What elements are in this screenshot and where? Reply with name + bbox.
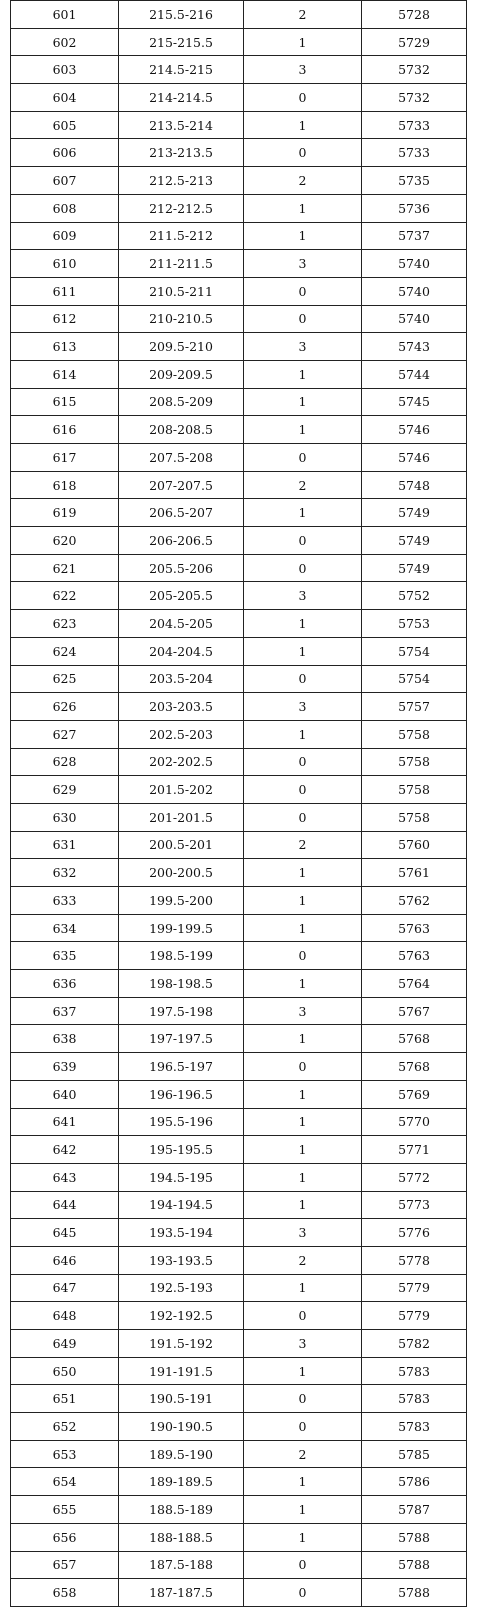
count-cell: 3 <box>244 693 362 721</box>
table-row <box>11 1219 467 1247</box>
count-cell: 2 <box>244 1440 362 1468</box>
cumulative-count-cell: 5740 <box>362 305 467 333</box>
table-row <box>11 970 467 998</box>
table-row <box>11 1136 467 1164</box>
table-row <box>11 139 467 167</box>
cumulative-count-cell: 5744 <box>362 360 467 388</box>
cumulative-count-cell: 5763 <box>362 942 467 970</box>
score-range-cell: 194-194.5 <box>119 1191 244 1219</box>
score-range-cell: 205.5-206 <box>119 554 244 582</box>
score-range-cell: 190-190.5 <box>119 1413 244 1441</box>
rank-cell: 642 <box>11 1136 119 1164</box>
count-cell: 1 <box>244 1468 362 1496</box>
cumulative-count-cell: 5788 <box>362 1551 467 1579</box>
rank-cell: 621 <box>11 554 119 582</box>
cumulative-count-cell: 5754 <box>362 665 467 693</box>
rank-cell: 633 <box>11 887 119 915</box>
count-cell: 1 <box>244 1108 362 1136</box>
cumulative-count-cell: 5749 <box>362 499 467 527</box>
cumulative-count-cell: 5733 <box>362 111 467 139</box>
score-range-cell: 204.5-205 <box>119 610 244 638</box>
score-range-cell: 207.5-208 <box>119 444 244 472</box>
count-cell: 2 <box>244 471 362 499</box>
score-range-cell: 206-206.5 <box>119 527 244 555</box>
count-cell: 3 <box>244 1330 362 1358</box>
table-row <box>11 250 467 278</box>
rank-cell: 615 <box>11 388 119 416</box>
count-cell: 1 <box>244 1163 362 1191</box>
table-row <box>11 1579 467 1607</box>
table-row <box>11 1551 467 1579</box>
table-row <box>11 1413 467 1441</box>
table-row <box>11 111 467 139</box>
count-cell: 3 <box>244 56 362 84</box>
score-range-cell: 202-202.5 <box>119 748 244 776</box>
table-row <box>11 333 467 361</box>
rank-cell: 613 <box>11 333 119 361</box>
count-cell: 1 <box>244 416 362 444</box>
rank-cell: 606 <box>11 139 119 167</box>
cumulative-count-cell: 5754 <box>362 637 467 665</box>
cumulative-count-cell: 5763 <box>362 914 467 942</box>
count-cell: 2 <box>244 1 362 29</box>
cumulative-count-cell: 5772 <box>362 1163 467 1191</box>
rank-cell: 629 <box>11 776 119 804</box>
table-row <box>11 1468 467 1496</box>
cumulative-count-cell: 5768 <box>362 1025 467 1053</box>
count-cell: 2 <box>244 167 362 195</box>
table-row <box>11 887 467 915</box>
score-range-cell: 204-204.5 <box>119 637 244 665</box>
count-cell: 1 <box>244 637 362 665</box>
rank-cell: 630 <box>11 803 119 831</box>
rank-cell: 651 <box>11 1385 119 1413</box>
cumulative-count-cell: 5788 <box>362 1579 467 1607</box>
table-row <box>11 1080 467 1108</box>
table-row <box>11 194 467 222</box>
cumulative-count-cell: 5783 <box>362 1357 467 1385</box>
cumulative-count-cell: 5782 <box>362 1330 467 1358</box>
score-range-cell: 213.5-214 <box>119 111 244 139</box>
table-row <box>11 831 467 859</box>
cumulative-count-cell: 5737 <box>362 222 467 250</box>
table-row <box>11 637 467 665</box>
table-row <box>11 167 467 195</box>
cumulative-count-cell: 5757 <box>362 693 467 721</box>
cumulative-count-cell: 5736 <box>362 194 467 222</box>
cumulative-count-cell: 5729 <box>362 28 467 56</box>
table-row <box>11 444 467 472</box>
rank-cell: 605 <box>11 111 119 139</box>
cumulative-count-cell: 5764 <box>362 970 467 998</box>
rank-cell: 608 <box>11 194 119 222</box>
rank-cell: 645 <box>11 1219 119 1247</box>
cumulative-count-cell: 5778 <box>362 1246 467 1274</box>
table-row <box>11 1496 467 1524</box>
count-cell: 0 <box>244 554 362 582</box>
rank-cell: 637 <box>11 997 119 1025</box>
rank-cell: 622 <box>11 582 119 610</box>
count-cell: 1 <box>244 1523 362 1551</box>
cumulative-count-cell: 5788 <box>362 1523 467 1551</box>
table-row <box>11 28 467 56</box>
table-row <box>11 305 467 333</box>
score-range-cell: 209-209.5 <box>119 360 244 388</box>
cumulative-count-cell: 5769 <box>362 1080 467 1108</box>
cumulative-count-cell: 5743 <box>362 333 467 361</box>
cumulative-count-cell: 5786 <box>362 1468 467 1496</box>
score-range-cell: 211-211.5 <box>119 250 244 278</box>
cumulative-count-cell: 5787 <box>362 1496 467 1524</box>
table-row <box>11 720 467 748</box>
rank-cell: 607 <box>11 167 119 195</box>
score-range-cell: 213-213.5 <box>119 139 244 167</box>
count-cell: 0 <box>244 84 362 112</box>
rank-cell: 641 <box>11 1108 119 1136</box>
table-row <box>11 859 467 887</box>
rank-cell: 616 <box>11 416 119 444</box>
count-cell: 0 <box>244 277 362 305</box>
count-cell: 0 <box>244 305 362 333</box>
table-row <box>11 1191 467 1219</box>
rank-cell: 650 <box>11 1357 119 1385</box>
rank-cell: 654 <box>11 1468 119 1496</box>
count-cell: 1 <box>244 499 362 527</box>
rank-cell: 612 <box>11 305 119 333</box>
rank-cell: 634 <box>11 914 119 942</box>
table-row <box>11 1274 467 1302</box>
rank-cell: 626 <box>11 693 119 721</box>
score-range-cell: 198-198.5 <box>119 970 244 998</box>
count-cell: 0 <box>244 942 362 970</box>
rank-cell: 619 <box>11 499 119 527</box>
score-range-cell: 206.5-207 <box>119 499 244 527</box>
table-row <box>11 1163 467 1191</box>
cumulative-count-cell: 5760 <box>362 831 467 859</box>
rank-cell: 644 <box>11 1191 119 1219</box>
score-range-cell: 210.5-211 <box>119 277 244 305</box>
score-range-cell: 189.5-190 <box>119 1440 244 1468</box>
rank-cell: 620 <box>11 527 119 555</box>
rank-cell: 602 <box>11 28 119 56</box>
score-range-cell: 196.5-197 <box>119 1053 244 1081</box>
count-cell: 1 <box>244 388 362 416</box>
table-row <box>11 1385 467 1413</box>
rank-cell: 648 <box>11 1302 119 1330</box>
rank-cell: 653 <box>11 1440 119 1468</box>
count-cell: 1 <box>244 610 362 638</box>
score-range-cell: 209.5-210 <box>119 333 244 361</box>
score-range-cell: 195-195.5 <box>119 1136 244 1164</box>
rank-cell: 657 <box>11 1551 119 1579</box>
count-cell: 0 <box>244 139 362 167</box>
rank-cell: 603 <box>11 56 119 84</box>
score-range-cell: 203.5-204 <box>119 665 244 693</box>
score-range-cell: 208.5-209 <box>119 388 244 416</box>
cumulative-count-cell: 5740 <box>362 250 467 278</box>
score-range-cell: 191.5-192 <box>119 1330 244 1358</box>
rank-cell: 601 <box>11 1 119 29</box>
rank-cell: 656 <box>11 1523 119 1551</box>
table-row <box>11 914 467 942</box>
score-range-cell: 201.5-202 <box>119 776 244 804</box>
rank-cell: 623 <box>11 610 119 638</box>
table-row <box>11 527 467 555</box>
rank-cell: 655 <box>11 1496 119 1524</box>
cumulative-count-cell: 5768 <box>362 1053 467 1081</box>
table-row <box>11 499 467 527</box>
score-range-cell: 215-215.5 <box>119 28 244 56</box>
score-range-cell: 199.5-200 <box>119 887 244 915</box>
count-cell: 1 <box>244 28 362 56</box>
cumulative-count-cell: 5745 <box>362 388 467 416</box>
cumulative-count-cell: 5749 <box>362 527 467 555</box>
rank-cell: 604 <box>11 84 119 112</box>
rank-cell: 617 <box>11 444 119 472</box>
rank-cell: 640 <box>11 1080 119 1108</box>
score-range-cell: 188-188.5 <box>119 1523 244 1551</box>
count-cell: 0 <box>244 444 362 472</box>
score-range-cell: 200-200.5 <box>119 859 244 887</box>
score-range-cell: 191-191.5 <box>119 1357 244 1385</box>
count-cell: 3 <box>244 333 362 361</box>
rank-cell: 625 <box>11 665 119 693</box>
score-range-cell: 193.5-194 <box>119 1219 244 1247</box>
count-cell: 2 <box>244 831 362 859</box>
rank-cell: 610 <box>11 250 119 278</box>
count-cell: 0 <box>244 1302 362 1330</box>
table-row <box>11 693 467 721</box>
table-row <box>11 1108 467 1136</box>
cumulative-count-cell: 5758 <box>362 776 467 804</box>
score-range-cell: 211.5-212 <box>119 222 244 250</box>
score-range-cell: 202.5-203 <box>119 720 244 748</box>
count-cell: 0 <box>244 1551 362 1579</box>
count-cell: 3 <box>244 582 362 610</box>
score-range-cell: 194.5-195 <box>119 1163 244 1191</box>
rank-cell: 652 <box>11 1413 119 1441</box>
table-row <box>11 665 467 693</box>
table-row <box>11 56 467 84</box>
table-row <box>11 1357 467 1385</box>
score-range-cell: 192.5-193 <box>119 1274 244 1302</box>
count-cell: 1 <box>244 194 362 222</box>
score-range-cell: 199-199.5 <box>119 914 244 942</box>
table-row <box>11 1053 467 1081</box>
score-range-cell: 214.5-215 <box>119 56 244 84</box>
count-cell: 0 <box>244 776 362 804</box>
score-range-cell: 196-196.5 <box>119 1080 244 1108</box>
cumulative-count-cell: 5758 <box>362 748 467 776</box>
cumulative-count-cell: 5773 <box>362 1191 467 1219</box>
table-row <box>11 1246 467 1274</box>
cumulative-count-cell: 5732 <box>362 84 467 112</box>
score-range-cell: 197.5-198 <box>119 997 244 1025</box>
cumulative-count-cell: 5746 <box>362 444 467 472</box>
count-cell: 1 <box>244 1080 362 1108</box>
rank-cell: 631 <box>11 831 119 859</box>
rank-cell: 643 <box>11 1163 119 1191</box>
score-range-cell: 201-201.5 <box>119 803 244 831</box>
count-cell: 1 <box>244 1025 362 1053</box>
score-range-cell: 212.5-213 <box>119 167 244 195</box>
count-cell: 0 <box>244 1579 362 1607</box>
rank-cell: 609 <box>11 222 119 250</box>
score-range-cell: 197-197.5 <box>119 1025 244 1053</box>
count-cell: 3 <box>244 1219 362 1247</box>
cumulative-count-cell: 5758 <box>362 720 467 748</box>
count-cell: 1 <box>244 970 362 998</box>
score-range-cell: 198.5-199 <box>119 942 244 970</box>
rank-cell: 649 <box>11 1330 119 1358</box>
cumulative-count-cell: 5767 <box>362 997 467 1025</box>
score-range-cell: 214-214.5 <box>119 84 244 112</box>
cumulative-count-cell: 5783 <box>362 1385 467 1413</box>
cumulative-count-cell: 5771 <box>362 1136 467 1164</box>
rank-cell: 627 <box>11 720 119 748</box>
cumulative-count-cell: 5746 <box>362 416 467 444</box>
score-range-cell: 192-192.5 <box>119 1302 244 1330</box>
table-row <box>11 1330 467 1358</box>
score-range-cell: 208-208.5 <box>119 416 244 444</box>
count-cell: 1 <box>244 914 362 942</box>
table-row <box>11 1440 467 1468</box>
cumulative-count-cell: 5749 <box>362 554 467 582</box>
count-cell: 0 <box>244 527 362 555</box>
score-range-cell: 212-212.5 <box>119 194 244 222</box>
rank-cell: 614 <box>11 360 119 388</box>
count-cell: 1 <box>244 222 362 250</box>
score-range-cell: 190.5-191 <box>119 1385 244 1413</box>
score-range-cell: 215.5-216 <box>119 1 244 29</box>
count-cell: 2 <box>244 1246 362 1274</box>
score-range-cell: 187-187.5 <box>119 1579 244 1607</box>
cumulative-count-cell: 5779 <box>362 1274 467 1302</box>
count-cell: 0 <box>244 1385 362 1413</box>
score-range-cell: 193-193.5 <box>119 1246 244 1274</box>
table-row <box>11 222 467 250</box>
rank-cell: 628 <box>11 748 119 776</box>
count-cell: 1 <box>244 360 362 388</box>
rank-cell: 658 <box>11 1579 119 1607</box>
table-row <box>11 1523 467 1551</box>
cumulative-count-cell: 5779 <box>362 1302 467 1330</box>
cumulative-count-cell: 5728 <box>362 1 467 29</box>
score-distribution-table <box>10 0 467 1607</box>
count-cell: 1 <box>244 1357 362 1385</box>
score-range-cell: 210-210.5 <box>119 305 244 333</box>
count-cell: 1 <box>244 887 362 915</box>
cumulative-count-cell: 5735 <box>362 167 467 195</box>
table-row <box>11 1302 467 1330</box>
rank-cell: 632 <box>11 859 119 887</box>
table-row <box>11 776 467 804</box>
cumulative-count-cell: 5740 <box>362 277 467 305</box>
table-row <box>11 471 467 499</box>
count-cell: 1 <box>244 1136 362 1164</box>
count-cell: 0 <box>244 1053 362 1081</box>
rank-cell: 639 <box>11 1053 119 1081</box>
table-row <box>11 748 467 776</box>
count-cell: 1 <box>244 1274 362 1302</box>
table-row <box>11 84 467 112</box>
cumulative-count-cell: 5761 <box>362 859 467 887</box>
count-cell: 3 <box>244 250 362 278</box>
count-cell: 1 <box>244 1191 362 1219</box>
score-range-cell: 195.5-196 <box>119 1108 244 1136</box>
table-row <box>11 416 467 444</box>
rank-cell: 635 <box>11 942 119 970</box>
cumulative-count-cell: 5748 <box>362 471 467 499</box>
rank-cell: 638 <box>11 1025 119 1053</box>
count-cell: 1 <box>244 111 362 139</box>
count-cell: 1 <box>244 1496 362 1524</box>
count-cell: 0 <box>244 1413 362 1441</box>
count-cell: 0 <box>244 665 362 693</box>
rank-cell: 636 <box>11 970 119 998</box>
rank-cell: 647 <box>11 1274 119 1302</box>
cumulative-count-cell: 5785 <box>362 1440 467 1468</box>
score-range-cell: 188.5-189 <box>119 1496 244 1524</box>
table-row <box>11 582 467 610</box>
rank-cell: 611 <box>11 277 119 305</box>
score-range-cell: 200.5-201 <box>119 831 244 859</box>
score-range-cell: 203-203.5 <box>119 693 244 721</box>
cumulative-count-cell: 5783 <box>362 1413 467 1441</box>
rank-cell: 618 <box>11 471 119 499</box>
rank-cell: 646 <box>11 1246 119 1274</box>
table-body <box>11 1 467 1607</box>
cumulative-count-cell: 5776 <box>362 1219 467 1247</box>
rank-cell: 624 <box>11 637 119 665</box>
table-row <box>11 1 467 29</box>
cumulative-count-cell: 5732 <box>362 56 467 84</box>
table-row <box>11 803 467 831</box>
table-row <box>11 997 467 1025</box>
table-row <box>11 1025 467 1053</box>
score-range-cell: 189-189.5 <box>119 1468 244 1496</box>
table-row <box>11 942 467 970</box>
score-range-cell: 187.5-188 <box>119 1551 244 1579</box>
cumulative-count-cell: 5762 <box>362 887 467 915</box>
cumulative-count-cell: 5758 <box>362 803 467 831</box>
count-cell: 0 <box>244 748 362 776</box>
score-range-cell: 207-207.5 <box>119 471 244 499</box>
table-row <box>11 360 467 388</box>
cumulative-count-cell: 5770 <box>362 1108 467 1136</box>
table-row <box>11 554 467 582</box>
count-cell: 1 <box>244 859 362 887</box>
table-row <box>11 388 467 416</box>
table-row <box>11 610 467 638</box>
score-range-cell: 205-205.5 <box>119 582 244 610</box>
cumulative-count-cell: 5753 <box>362 610 467 638</box>
cumulative-count-cell: 5752 <box>362 582 467 610</box>
cumulative-count-cell: 5733 <box>362 139 467 167</box>
count-cell: 3 <box>244 997 362 1025</box>
table-row <box>11 277 467 305</box>
count-cell: 1 <box>244 720 362 748</box>
count-cell: 0 <box>244 803 362 831</box>
